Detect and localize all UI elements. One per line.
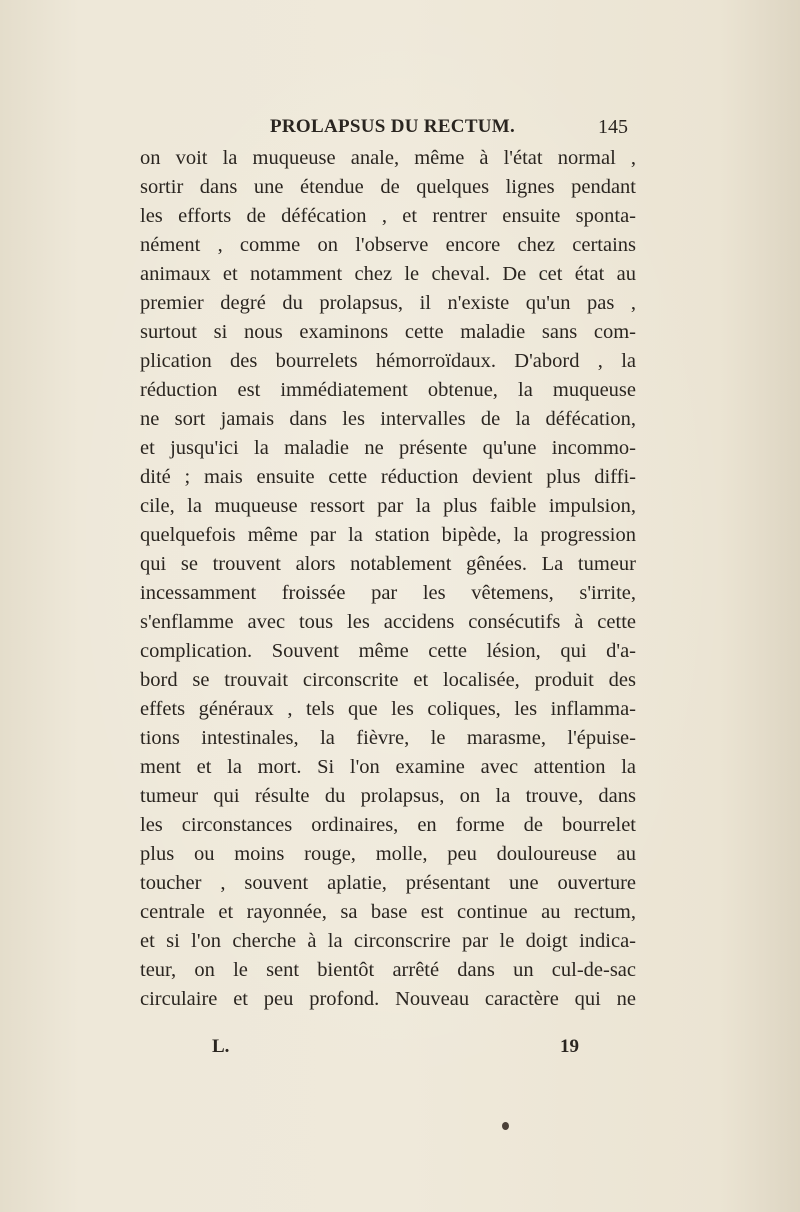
sheet-number: 19	[560, 1036, 579, 1057]
text-line: nément , comme on l'observe encore chez certains	[140, 234, 636, 256]
text-line: cile, la muqueuse ressort par la plus faible impulsion,	[140, 495, 636, 517]
text-line: ne sort jamais dans les intervalles de la défécation,	[140, 408, 636, 430]
text-line: toucher , souvent aplatie, présentant une ouverture	[140, 872, 636, 894]
text-line: quelquefois même par la station bipède, la progression	[140, 524, 636, 546]
signature-mark: L.	[212, 1036, 230, 1057]
text-line: animaux et notamment chez le cheval. De cet état au	[140, 263, 636, 285]
text-line: teur, on le sent bientôt arrêté dans un cul-de-sac	[140, 959, 636, 981]
text-line: complication. Souvent même cette lésion, qui d'a-	[140, 640, 636, 662]
text-line: réduction est immédiatement obtenue, la muqueuse	[140, 379, 636, 401]
text-line: incessamment froissée par les vêtemens, s'irrite,	[140, 582, 636, 604]
text-line: plus ou moins rouge, molle, peu douloureuse au	[140, 843, 636, 865]
text-line: premier degré du prolapsus, il n'existe qu'un pas ,	[140, 292, 636, 314]
text-line: tumeur qui résulte du prolapsus, on la trouve, dans	[140, 785, 636, 807]
text-line: les efforts de défécation , et rentrer ensuite sponta-	[140, 205, 636, 227]
page-footer	[140, 1036, 636, 1060]
running-head	[140, 116, 628, 140]
text-line: centrale et rayonnée, sa base est continue au rectum,	[140, 901, 636, 923]
text-line: effets généraux , tels que les coliques, les inflamma-	[140, 698, 636, 720]
text-line: circulaire et peu profond. Nouveau caractère qui ne	[140, 988, 636, 1010]
text-line: et si l'on cherche à la circonscrire par le doigt indica-	[140, 930, 636, 952]
text-line: plication des bourrelets hémorroïdaux. D'abord , la	[140, 350, 636, 372]
text-line: dité ; mais ensuite cette réduction devient plus diffi-	[140, 466, 636, 488]
text-line: qui se trouvent alors notablement gênées. La tumeur	[140, 553, 636, 575]
text-line: tions intestinales, la fièvre, le marasme, l'épuise-	[140, 727, 636, 749]
text-line: ment et la mort. Si l'on examine avec attention la	[140, 756, 636, 778]
text-line: sortir dans une étendue de quelques lignes pendant	[140, 176, 636, 198]
text-line: on voit la muqueuse anale, même à l'état normal ,	[140, 147, 636, 169]
text-line: les circonstances ordinaires, en forme de bourrelet	[140, 814, 636, 836]
ink-speck	[502, 1122, 509, 1130]
text-line: bord se trouvait circonscrite et localisée, produit des	[140, 669, 636, 691]
text-line: et jusqu'ici la maladie ne présente qu'une incommo-	[140, 437, 636, 459]
running-title: PROLAPSUS DU RECTUM.	[270, 116, 516, 137]
text-line: s'enflamme avec tous les accidens consécutifs à cette	[140, 611, 636, 633]
text-line: surtout si nous examinons cette maladie sans com-	[140, 321, 636, 343]
body-text	[140, 144, 636, 1014]
page-number: 145	[598, 116, 628, 138]
